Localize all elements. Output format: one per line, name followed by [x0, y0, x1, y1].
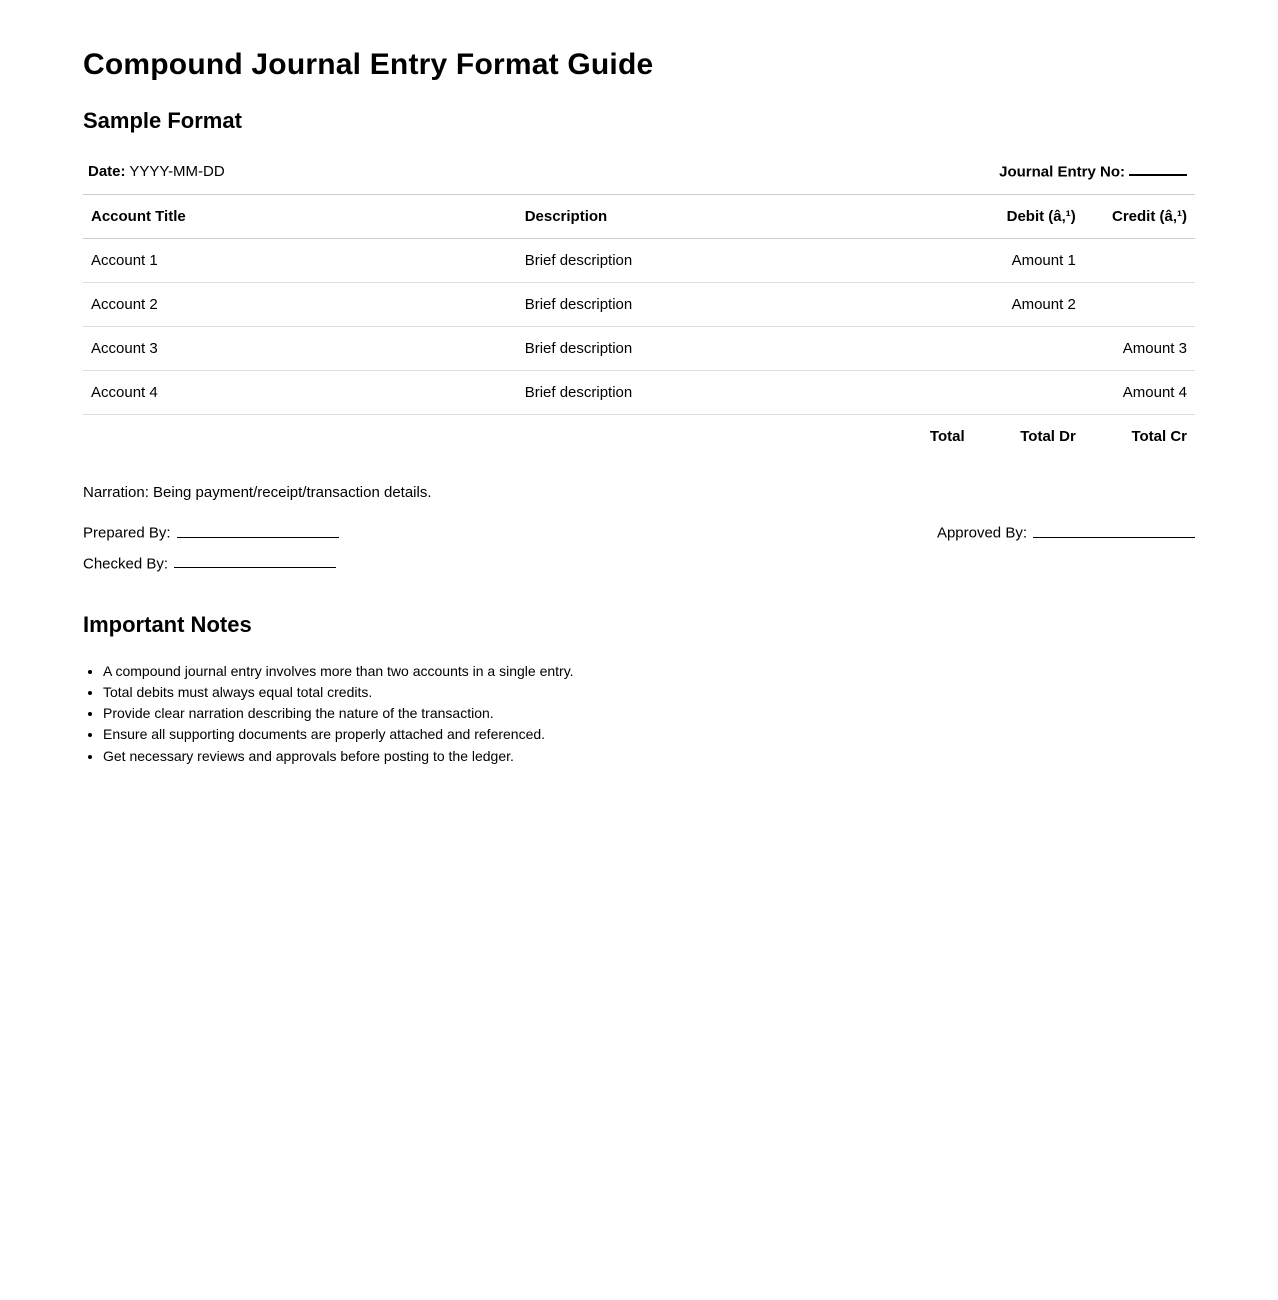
page-title: Compound Journal Entry Format Guide [83, 48, 654, 81]
column-header-debit: Debit (â‚¹) [973, 195, 1084, 239]
credit-cell: Amount 4 [1084, 371, 1195, 415]
credit-cell [1084, 239, 1195, 283]
approved-by-blank-line [1033, 523, 1195, 537]
prepared-by-field [83, 523, 339, 541]
note-item: • Provide clear narration describing the nature of the transaction. [103, 704, 1195, 722]
table-row [83, 239, 1195, 283]
note-item: • Ensure all supporting documents are properly attached and referenced. [103, 725, 1195, 743]
account-title-cell: Account 4 [83, 371, 517, 415]
debit-cell: Amount 1 [973, 239, 1084, 283]
narration-text: Narration: Being payment/receipt/transaction details. [83, 484, 432, 502]
column-header-credit: Credit (â‚¹) [1084, 195, 1195, 239]
approved-by-label: Approved By: [936, 524, 1027, 542]
date-label: Date: [88, 163, 126, 181]
journal-entry-no-field [999, 162, 1187, 180]
prepared-by-label: Prepared By: [83, 524, 171, 542]
journal-entry-no-label: Journal Entry No: [999, 163, 1125, 181]
note-item: • Total debits must always equal total credits. [103, 683, 1195, 701]
table-row [83, 327, 1195, 371]
prepared-by-blank-line [177, 523, 339, 537]
date-field [88, 163, 225, 180]
table-row [83, 283, 1195, 327]
column-header-description: Description [517, 195, 973, 239]
debit-cell [973, 371, 1084, 415]
journal-entry-no-blank-line [1129, 162, 1187, 176]
debit-cell: Amount 2 [973, 283, 1084, 327]
journal-entry-table [83, 194, 1195, 458]
checked-by-field [83, 554, 1195, 572]
description-cell: Brief description [517, 371, 973, 415]
description-cell: Brief description [517, 239, 973, 283]
account-title-cell: Account 1 [83, 239, 517, 283]
credit-cell: Amount 3 [1084, 327, 1195, 371]
date-value: YYYY-MM-DD [129, 163, 225, 181]
important-notes-list [83, 662, 1195, 765]
approved-by-field [937, 523, 1195, 541]
signature-row [83, 523, 1195, 541]
table-header-row [83, 195, 1195, 239]
note-item: • Get necessary reviews and approvals before posting to the ledger. [103, 747, 1195, 765]
checked-by-blank-line [174, 554, 336, 568]
account-title-cell: Account 2 [83, 283, 517, 327]
debit-cell [973, 327, 1084, 371]
entry-header [83, 162, 1195, 194]
total-debit: Total Dr [1020, 428, 1076, 446]
credit-cell [1084, 283, 1195, 327]
note-item: • A compound journal entry involves more than two accounts in a single entry. [103, 662, 1195, 680]
total-label: Total [929, 428, 965, 446]
description-cell: Brief description [517, 327, 973, 371]
important-notes-heading: Important Notes [83, 611, 252, 637]
table-row [83, 371, 1195, 415]
total-credit: Total Cr [1131, 428, 1187, 446]
account-title-cell: Account 3 [83, 327, 517, 371]
checked-by-label: Checked By: [83, 554, 169, 572]
sample-format-heading: Sample Format [83, 108, 242, 133]
entry-table-body [83, 239, 1195, 415]
description-cell: Brief description [517, 283, 973, 327]
column-header-account-title: Account Title [83, 195, 517, 239]
total-row [83, 415, 1195, 459]
